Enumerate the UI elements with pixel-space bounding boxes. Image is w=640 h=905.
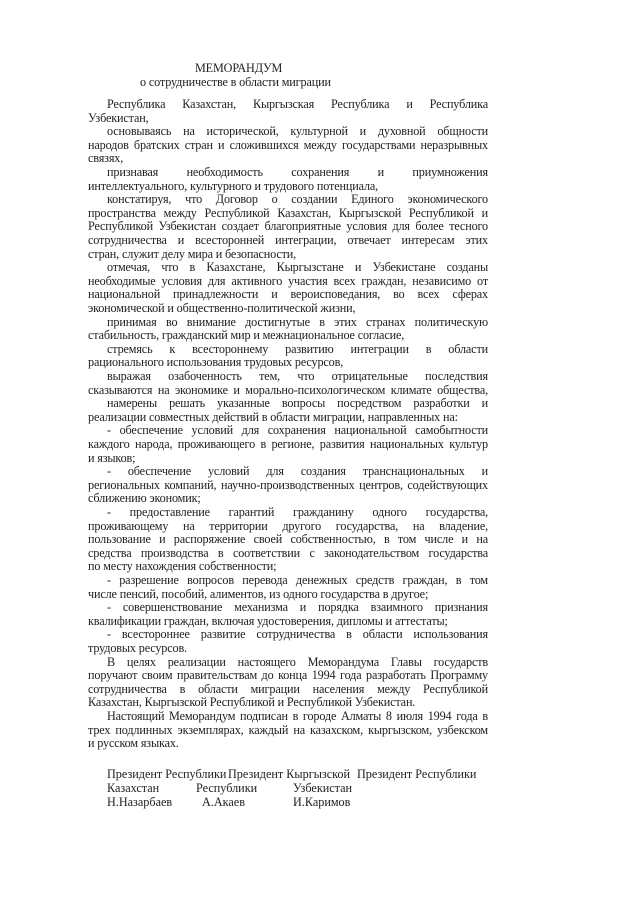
body-text-line: Казахстан, Кыргызской Республикой и Республикой Узбекистан. [88,695,416,710]
body-text-line: пространства между Республикой Казахстан, Кыргызской Республикой и [88,205,488,220]
body-text-line: стремясь к всестороннему развитию интеграции в области [107,341,488,356]
body-text-line: сближению экономик; [88,491,201,506]
body-text-line: стабильность, гражданский мир и межнациональное согласие, [88,328,405,343]
body-text-line: квалификации граждан, включая удостоверения, дипломы и аттестаты; [88,613,448,628]
body-text-line: каждого народа, проживающего в регионе, развития национальных культур [88,437,488,451]
document-subtitle: о сотрудничестве в области миграции [140,75,331,89]
body-text-line: стран, служит делу мира и безопасности, [88,246,297,261]
body-text-line: связях, [88,151,124,166]
body-text-line: народов братских стран и сложившихся между государствами неразрывных [88,137,488,152]
body-text-line: - совершенствование механизма и порядка взаимного признания [107,600,488,615]
body-text-line: сотрудничества в области миграции населения между Республикой [88,681,488,696]
body-text-line: проживающему на территории другого государства, на владение, [88,518,488,533]
body-text-line: - обеспечение условий для создания транснациональных и [107,464,488,479]
body-text-line: по месту нахождения собственности; [88,559,277,574]
body-text-line: принимая во внимание достигнутые в этих странах политическую [107,314,488,329]
body-text-line: рационального использования трудовых ресурсов, [88,355,344,370]
signature-name-nazarbayev: Н.Назарбаев [107,795,173,809]
body-text-line: реализации совместных действий в области миграции, направленных на: [88,409,458,424]
body-text-line: Республикой Узбекистан создает благоприятные условия для более тесного [88,219,488,234]
body-text-line: - всестороннее развитие сотрудничества в области использования [107,627,488,642]
body-text-line: пользование и распоряжение своей собственностью, в том числе и на [88,532,488,547]
signature-name-akayev: А.Акаев [202,795,245,809]
body-text-line: Узбекистан, [88,110,149,125]
signature-country-kazakhstan: Казахстан [107,781,160,795]
document-title: МЕМОРАНДУМ [195,61,283,75]
body-text-line: и русском языках. [88,736,179,751]
body-text-line: выражая озабоченность тем, что отрицательные последствия [107,369,488,383]
body-text-line: национальной принадлежности и вероисповедания, во всех сферах [88,287,488,302]
body-text-line: отмечая, что в Казахстане, Кыргызстане и Узбекистане созданы [107,260,488,275]
body-text-line: региональных компаний, научно-производственных центров, содействующих [88,477,488,492]
body-text-line: числе пенсий, пособий, алиментов, из одного государства в другое; [88,586,429,601]
body-text-line: признавая необходимость сохранения и приумножения [107,165,488,179]
signature-country-kyrgyzstan: Республики [196,781,258,795]
body-text-line: средства производства в соответствии с законодательством государства [88,545,488,560]
body-text-line: Республика Казахстан, Кыргызская Республика и Республика [107,97,488,111]
signature-title-kazakhstan: Президент Республики [107,767,227,781]
body-text-line: констатируя, что Договор о создании Единого экономического [107,192,488,207]
body-text-line: - обеспечение условий для сохранения национальной самобытности [107,423,488,438]
body-text-line: сотрудничества и всесторонней интеграции, отвечает интересам этих [88,233,488,247]
body-text-line: необходимые условия для активного участия всех граждан, независимо от [88,273,488,288]
body-text-line: основываясь на исторической, культурной и духовной общности [107,124,488,139]
body-text-line: намерены решать указанные вопросы посредством разработки и [107,396,488,411]
body-text-line: - разрешение вопросов перевода денежных средств граждан, в том [107,573,488,587]
body-text-line: В целях реализации настоящего Меморандума Главы государств [107,654,488,669]
signature-country-uzbekistan: Узбекистан [293,781,353,795]
body-text-line: экономической и общественно-политической жизни, [88,301,356,315]
signature-title-kyrgyzstan: Президент Кыргызской [228,767,351,781]
body-text-line: сказываются на экономике и морально-психологическом климате общества, [88,382,488,397]
body-text-line: Настоящий Меморандум подписан в городе Алматы 8 июля 1994 года в [107,709,488,723]
signature-name-karimov: И.Каримов [293,795,351,809]
signature-title-uzbekistan: Президент Республики [357,767,477,781]
body-text-line: поручают своим правительствам до конца 1994 года разработать Программу [88,668,488,683]
body-text-line: - предоставление гарантий гражданину одного государства, [107,505,488,519]
body-text-line: трех подлинных экземплярах, каждый на казахском, кыргызском, узбекском [88,722,488,737]
body-text-line: интеллектуального, культурного и трудового потенциала, [88,178,379,193]
body-text-line: трудовых ресурсов. [88,641,187,655]
body-text-line: и языков; [88,450,136,465]
